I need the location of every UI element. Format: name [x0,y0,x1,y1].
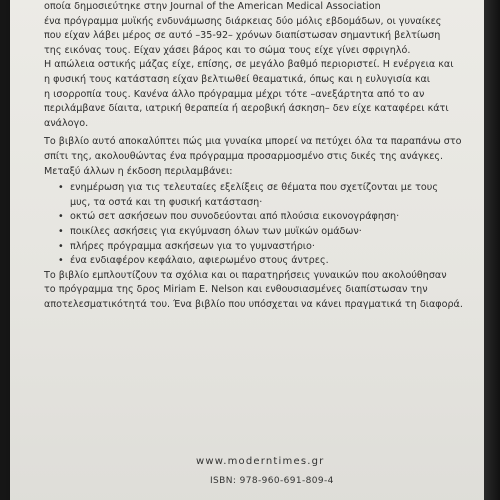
bullet-text: ενημέρωση για τις τελευταίες εξελίξεις σε θέματα που σχετίζονται με τους [70,182,438,194]
text-line: της εικόνας τους. Είχαν χάσει βάρος και το σώμα τους είχε γίνει σφριγηλό. [44,44,411,56]
list-item [44,210,448,225]
bullet-text-continued: μυς, τα οστά και τη φυσική κατάσταση· [70,196,263,208]
list-item [44,181,448,210]
text-line: που είχαν λάβει μέρος σε αυτό –35-92– χρόνων διαπίστωσαν σημαντική βελτίωση [44,30,441,42]
bullet-text: οκτώ σετ ασκήσεων που συνοδεύονται από πλούσια εικονογράφηση· [70,211,400,223]
bullet-icon: • [58,182,64,194]
text-line: οποία δημοσιεύτηκε στην Journal of the American Medical Association [44,1,381,12]
text-line: η φυσική τους κατάσταση είχαν βελτιωθεί θεαματικά, όπως και η ευλυγισία και [44,73,431,85]
bullet-icon: • [58,211,64,223]
text-line: αποτελεσματικότητά του. Ένα βιβλίο που υπόσχεται να κάνει πραγματικά τη διαφορά. [44,298,463,310]
blurb-text-block [44,0,463,312]
text-line: ανάλογο. [44,117,89,129]
bullet-text: ένα ενδιαφέρον κεφάλαιο, αφιερωμένο στους άντρες. [70,255,329,267]
publisher-website: www.moderntimes.gr [196,456,325,467]
paragraph-testimonials [44,269,463,313]
text-line: το πρόγραμμα της δρος Miriam E. Nelson και ενθουσιασμένες διαπίστωσαν την [44,284,428,296]
text-line: περιλάμβανε δίαιτα, ιατρική θεραπεία ή αεροβική άσκηση– δεν είχε καταφέρει κάτι [44,103,449,115]
text-line: σπίτι της, ακολουθώντας ένα πρόγραμμα προσαρμοσμένο στις δικές της ανάγκες. [44,150,444,162]
book-back-cover [10,0,484,500]
text-line: Το βιβλίο εμπλουτίζουν τα σχόλια και οι παρατηρήσεις γυναικών που ακολούθησαν [44,269,447,281]
list-item [44,254,448,269]
text-line: η ισορροπία τους. Κανένα άλλο πρόγραμμα μέχρι τότε –ανεξάρτητα από το αν [44,88,425,100]
paragraph-study-results [44,0,454,131]
list-item [44,240,448,255]
background-shadow [484,0,500,500]
bullet-text: πλήρες πρόγραμμα ασκήσεων για το γυμναστήριο· [70,240,315,252]
text-line: Το βιβλίο αυτό αποκαλύπτει πώς μια γυναίκα μπορεί να πετύχει όλα τα παραπάνω στο [44,136,462,148]
contents-bullet-list [44,181,448,269]
list-intro: Μεταξύ άλλων η έκδοση περιλαμβάνει: [44,165,233,177]
bullet-icon: • [58,255,64,267]
text-line: Η απώλεια οστικής μάζας είχε, επίσης, σε μεγάλο βαθμό περιοριστεί. Η ενέργεια και [44,59,454,71]
bullet-text: ποικίλες ασκήσεις για εκγύμναση όλων των μυϊκών ομάδων· [70,225,362,237]
list-item [44,225,448,240]
bullet-icon: • [58,240,64,252]
text-line: ένα πρόγραμμα μυϊκής ενδυνάμωσης διάρκειας δύο μόλις εβδομάδων, οι γυναίκες [44,15,442,27]
bullet-icon: • [58,225,64,237]
paragraph-book-summary [44,135,462,164]
isbn-number: ISBN: 978-960-691-809-4 [210,476,334,486]
